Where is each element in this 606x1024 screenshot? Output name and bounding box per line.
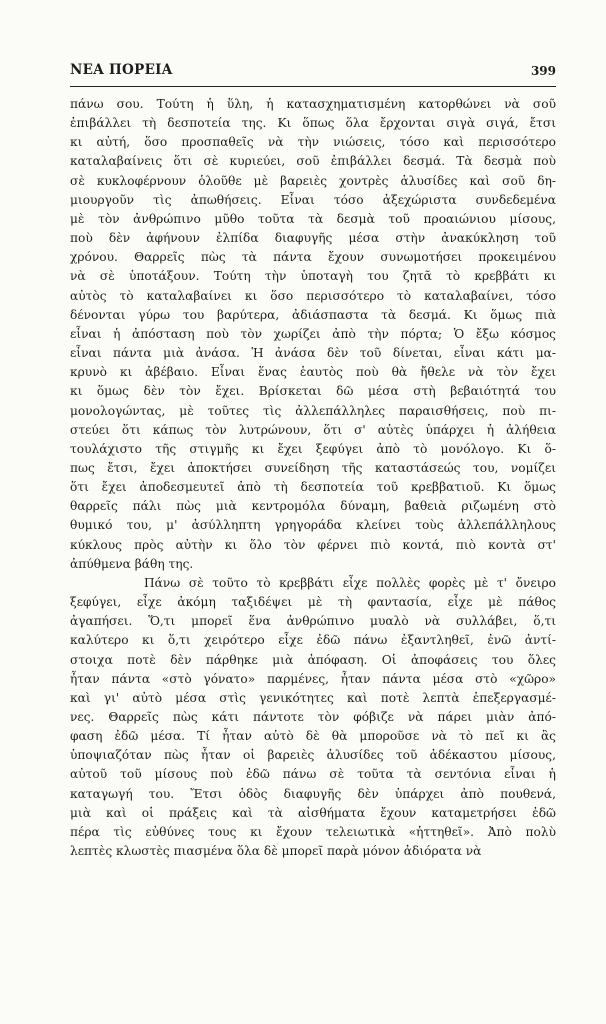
text-line: καταγωγή του. Ἔτσι ὁδὸς διαφυγῆς δὲν ὑπάρχει ἀπὸ πουθενά, xyxy=(70,786,556,801)
text-line: νὰ σὲ ὑποτάξουν. Τούτη τὴν ὑποταγὴ του ζητᾶ τὸ κρεββάτι κι xyxy=(70,269,556,284)
text-line: μιουργοῦν τὶς ἀπωθήσεις. Εἶναι τόσο ἀξεχώριστα συνδεδεμένα xyxy=(70,192,556,207)
header-rule xyxy=(70,86,556,87)
paragraph-1 xyxy=(70,95,556,574)
text-line: ξεφύγει, εἶχε ἀκόμη ταξιδέψει μὲ τὴ φαντασία, εἶχε μὲ πάθος xyxy=(70,595,556,610)
text-line: κρυνὸ κι ἀβέβαιο. Εἶναι ἕνας ἑαυτὸς ποὺ θὰ ἤθελε νὰ τὸν ἔχει xyxy=(70,365,556,380)
text-line: καλύτερο κι ὅ,τι χειρότερο εἶχε ἐδῶ πάνω ἐξαντληθεῖ, ἐνῶ ἀντί- xyxy=(70,633,556,648)
text-line: ἀγαπήσει. Ὅ,τι μπορεῖ ἕνα ἀνθρώπινο μυαλὸ νὰ συλλάβει, ὅ,τι xyxy=(70,614,556,629)
text-line: ὅτι ἔχει ἀποδεσμευτεῖ ἀπὸ τὴ δεσποτεία τοῦ κρεββατιοῦ. Κι ὅμως xyxy=(70,480,556,495)
text-line: καταλαβαίνεις ὅτι σὲ κυριεύει, σοῦ ἐπιβάλλει δεσμά. Τὰ δεσμὰ ποὺ xyxy=(70,154,556,169)
text-line: στοιχα ποτὲ δὲν πάρθηκε μιὰ ἀπόφαση. Οἱ ἀποφάσεις του ὅλες xyxy=(70,652,556,667)
text-line: εἶναι πάντα μιὰ ἀνάσα. Ἡ ἀνάσα δὲν τοῦ δίνεται, εἶναι κάτι μα- xyxy=(70,346,556,361)
running-header xyxy=(70,62,556,86)
text-line: θυμικό του, μ' ἀσύλληπτη γρηγοράδα κλείνει τοὺς ἀλλεπάλληλους xyxy=(70,518,556,533)
page-number: 399 xyxy=(530,64,556,78)
paragraph-2 xyxy=(70,574,556,861)
text-line: ἦταν πάντα «στὸ γόνατο» παρμένες, ἦταν πάντα μέσα στὸ «χῶρο» xyxy=(70,671,556,686)
text-line: μὲ τὸν ἀνθρώπινο μῦθο τοῦτα τὰ δεσμὰ τοῦ προαιώνιου μίσους, xyxy=(70,211,556,226)
text-line: μιὰ καὶ οἱ πράξεις καὶ τὰ αἰσθήματα ἔχουν καταμετρήσει ἐδῶ xyxy=(70,805,556,820)
text-line: νες. Θαρρεῖς πὼς κάτι πάντοτε τὸν φόβιζε νὰ πάρει μιὰν ἀπό- xyxy=(70,710,556,724)
text-line: ὑποψιαζόταν πὼς ἦταν οἱ βαρειὲς ἁλυσίδες τοῦ ἀδέκαστου μίσους, xyxy=(70,748,556,763)
text-line: ἀπύθμενα βάθη της. xyxy=(70,556,194,571)
text-line: ἐπιβάλλει τὴ δεσποτεία της. Κι ὅπως ὅλα ἔρχονται σιγὰ σιγά, ἔτσι xyxy=(70,116,556,131)
text-line: πως ἔτσι, ἔχει ἀποκτήσει συνείδηση τῆς καταστάσεώς του, νομίζει xyxy=(70,460,556,475)
text-line: αὐτὸς τὸ καταλαβαίνει κι ὅσο περισσότερο τὸ καταλαβαίνει, τόσο xyxy=(70,288,556,303)
text-line: θαρρεῖς πάλι πὼς μιὰ κεντρομόλα δύναμη, βαθειὰ ριζωμένη στὸ xyxy=(70,499,556,514)
text-line: χρόνου. Θαρρεῖς πὼς τὰ πάντα ἔχουν συνωμοτήσει προκειμένου xyxy=(70,250,556,265)
text-line: καὶ γι' αὐτὸ μέσα στὶς γενικότητες καὶ ποτὲ λεπτὰ ἐπεξεργασμέ- xyxy=(70,690,556,705)
text-line: στεύει ὅτι κάπως τὸν λυτρώνουν, ὅτι σ' αὐτὲς ὑπάρχει ἡ ἀλήθεια xyxy=(70,422,556,437)
text-line: λεπτὲς κλωστὲς πιασμένα ὅλα δὲ μπορεῖ παρὰ μόνον ἀδιόρατα νὰ xyxy=(70,844,482,859)
body-text xyxy=(70,95,556,861)
text-line: κι αὐτή, ὅσο προσπαθεῖς νὰ τὴν νιώσεις, τόσο καὶ περισσότερο xyxy=(70,135,556,150)
text-line: σὲ κυκλοφέρνουν ὁλοῦθε μὲ βαρειὲς χοντρὲς ἁλυσίδες καὶ σοῦ δη- xyxy=(70,173,556,188)
text-line: κύκλους πρὸς αὐτὴν κι ὅλο τὸν φέρνει πιὸ κοντά, πιὸ κοντὰ στ' xyxy=(70,537,556,552)
text-line: δένονται γύρω του βαρύτερα, ἀδιάσπαστα τὰ δεσμά. Κι ὅμως πιὰ xyxy=(70,307,556,322)
text-line: Πάνω σὲ τοῦτο τὸ κρεββάτι εἶχε πολλὲς φορὲς μὲ τ' ὄνειρο xyxy=(144,575,556,590)
text-line: ποὺ δὲν ἀφήνουν ἐλπίδα διαφυγῆς μέσα στὴν ἀνακύκληση τοῦ xyxy=(70,231,556,246)
journal-title: ΝΕΑ ΠΟΡΕΙΑ xyxy=(70,62,173,78)
text-line: τουλάχιστο τῆς στιγμῆς κι ἔχει ξεφύγει ἀπὸ τὸ μονόλογο. Κι ὅ- xyxy=(70,441,556,456)
text-line: πάνω σου. Τούτη ἡ ὕλη, ἡ κατασχηματισμένη κατορθώνει νὰ σοῦ xyxy=(70,97,556,111)
text-line: εἶναι ἡ ἀπόσταση ποὺ τὸν χωρίζει ἀπὸ τὴν πόρτα; Ὁ ἔξω κόσμος xyxy=(70,326,556,341)
text-line: αὐτοῦ τοῦ μίσους ποὺ ἐδῶ πάνω σὲ τοῦτα τὰ σεντόνια εἶναι ἡ xyxy=(70,767,556,782)
text-line: φαση ἐδῶ μέσα. Τί ἦταν αὐτὸ δὲ θὰ μποροῦσε νὰ τὸ πεῖ κι ἂς xyxy=(70,729,556,744)
text-line: κι ὅμως δὲν τὸν ἔχει. Βρίσκεται δῶ μέσα στὴ βεβαιότητά του xyxy=(70,384,556,399)
text-line: πέρα τὶς εὐθύνες τους κι ἔχουν τελειωτικὰ «ἡττηθεῖ». Ἀπὸ πολὺ xyxy=(70,824,556,839)
text-line: μονολογώντας, μὲ τοῦτες τὶς ἀλλεπάλληλες παραισθήσεις, ποὺ πι- xyxy=(70,403,556,418)
